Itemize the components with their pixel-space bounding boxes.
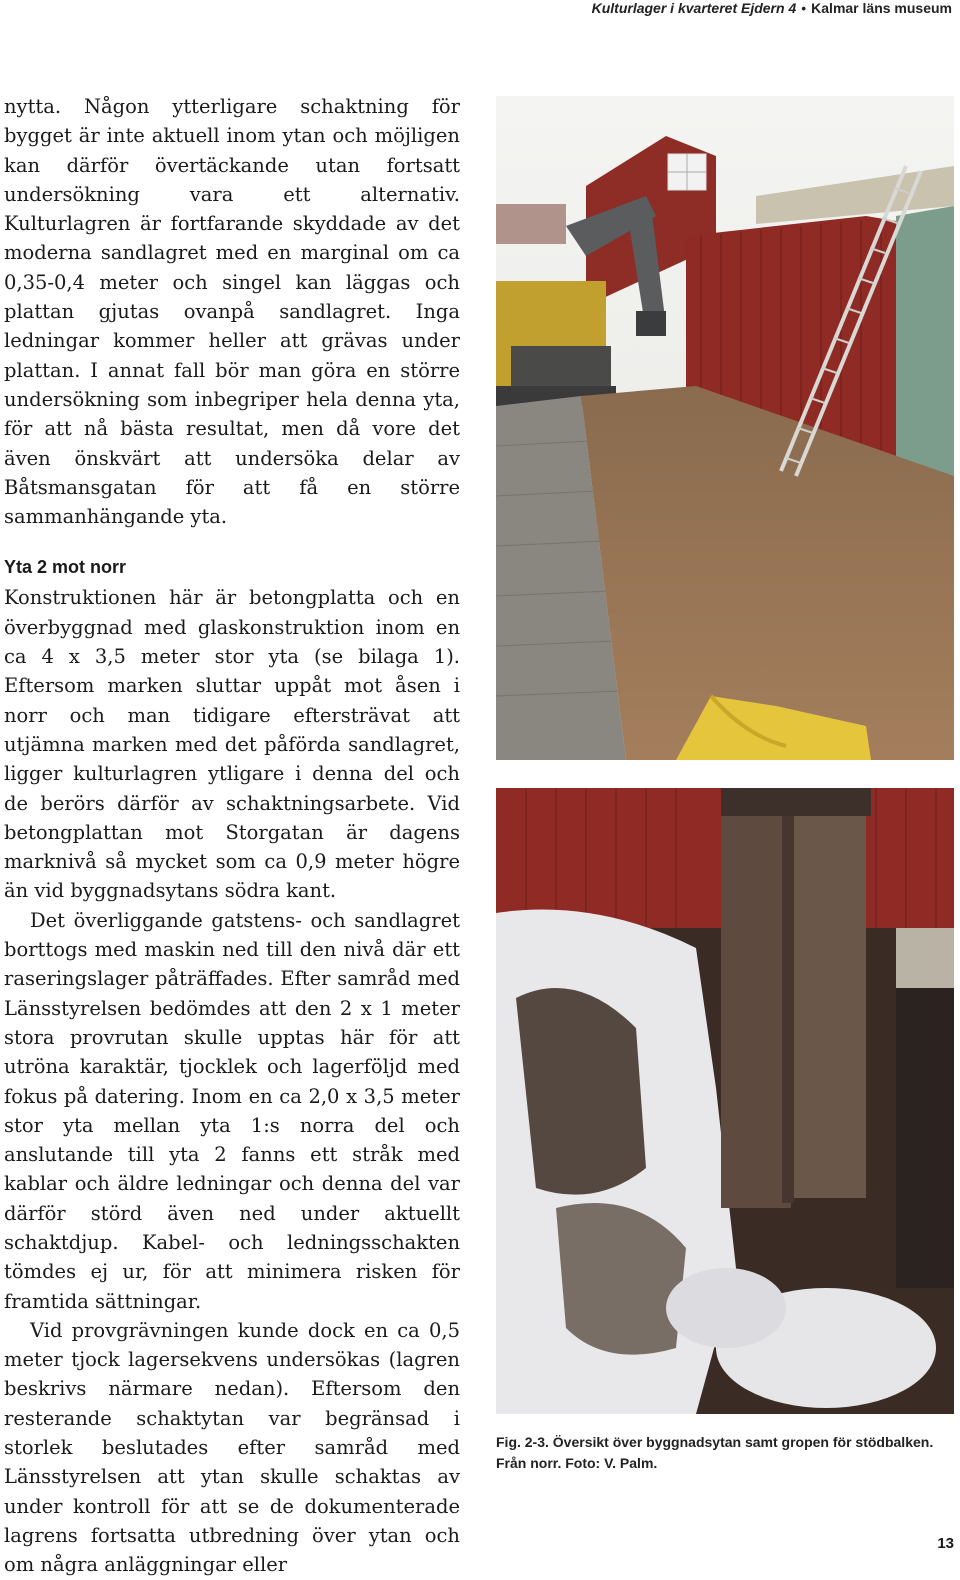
body-paragraph: nytta. Någon ytterligare schaktning för bygget är inte aktuell inom ytan och möjligen kan därför övertäckande utan fortsatt undersökning vara ett alternativ. Kulturlagren är fortfarande skyddade av det moderna sandlagret med en marginal om ca 0,35-0,4 meter och singel kan läggas och plattan gjutas ovanpå sandlagret. Inga ledningar kommer heller att grävas under plattan. I annat fall bör man göra en större undersökning som inbegriper hela denna yta, för att nå bästa resultat, men då vore det även önskvärt att undersöka delar av Båtsmansgatan för att få en större sammanhängande yta. [4,95,460,529]
site-overview-photo [496,96,954,760]
body-paragraph: Vid provgrävningen kunde dock en ca 0,5 meter tjock lagersekvens undersökas (lagren beskrivs närmare nedan). Eftersom den resterande schaktytan var begränsad i storlek beslutades efter samråd med Länsstyrelsen att ytan skulle schaktas av under kontroll för att se de dokumenterade lagrens fortsatta utbredning över ytan och om några anläggningar eller [4,1318,460,1577]
page-number: 13 [937,1535,954,1552]
body-paragraph: Konstruktionen här är betongplatta och en överbyggnad med glaskonstruktion inom en ca 4 x 3,5 meter stor yta (se bilaga 1). Eftersom marken sluttar uppåt mot åsen i norr och man tidigare eftersträvat att utjämna marken med det påförda sandlagret, ligger kulturlagren ytligare i denna del och de berörs därför av schaktningsarbete. Vid betongplattan mot Storgatan är dagens marknivå så mycket som ca 0,9 meter högre än vid byggnadsytans södra kant. [4,586,460,903]
body-paragraph: Det överliggande gatstens- och sandlagret borttogs med maskin ned till den nivå där ett raseringslager påträffades. Efter samråd med Länsstyrelsen bedömdes att den 2 x 1 meter stora provrutan skulle upptas här för att utröna karaktär, tjocklek och lagerföljd med fokus på datering. Inom en ca 2,0 x 3,5 meter stor yta mellan yta 1:s norra del och anslutande till yta 2 fanns ett stråk med kablar och äldre ledningar och denna del var därför störd även ned under aktuellt schaktdjup. Kabel- och ledningsschakten tömdes ej ur, för att minimera risken för framtida sättningar. [4,908,460,1313]
section-heading: Yta 2 mot norr [4,557,127,578]
figure-caption: Fig. 2-3. Översikt över byggnadsytan samt gropen för stödbalken. Från norr. Foto: V. Palm. [496,1434,934,1471]
publication-title: Kulturlager i kvarteret Ejdern 4 [591,0,797,16]
text-column [4,92,460,1580]
header-separator: • [801,0,807,16]
organization-name: Kalmar läns museum [811,0,952,16]
running-header [592,0,952,20]
beam-pit-photo [496,788,954,1414]
